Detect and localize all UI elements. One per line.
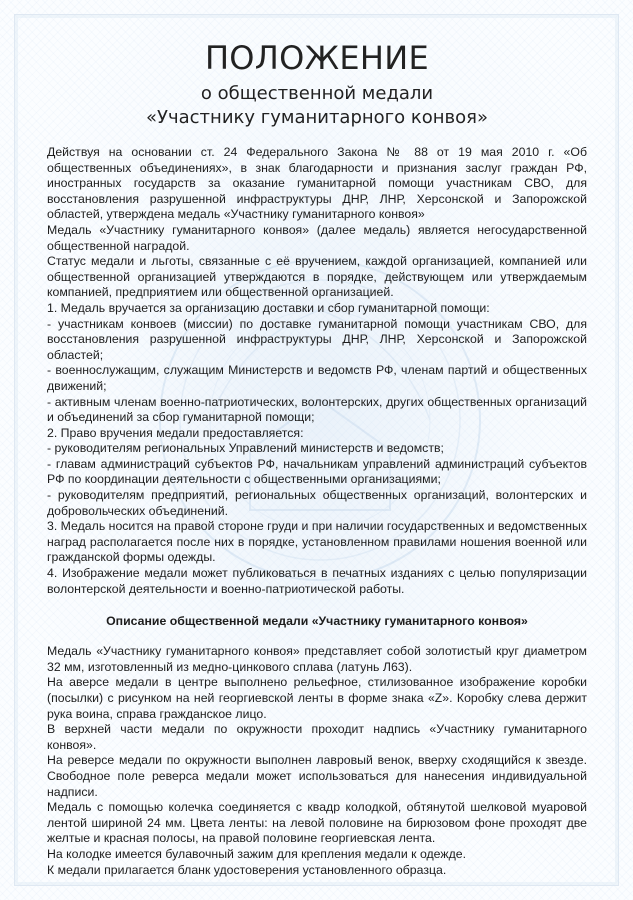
regulation-body: [47, 145, 587, 597]
document-subtitle: [47, 82, 587, 130]
description-paragraph: На аверсе медали в центре выполнено рельефное, стилизованное изображение коробки (посылки) с рисунком на ней георгиевской ленты в форме знака «Z». Коробку слева держит рука воина, справа гражданское лицо.: [47, 675, 587, 721]
regulation-paragraph: - активным членам военно-патриотических, волонтерских, других общественных организаций и объединений за сбор гуманитарной помощи;: [47, 394, 587, 425]
regulation-paragraph: 2. Право вручения медали предоставляется:: [47, 425, 304, 440]
regulation-paragraph: Действуя на основании ст. 24 Федерального Закона № 88 от 19 мая 2010 г. «Об общественных объединениях», в знак благодарности и признания заслуг граждан РФ, иностранных государств за оказание гуманитарной помощи участникам СВО, для восстановления разрушенной инфраструктуры ДНР, ЛНР, Херсонской и Запорожской областей, утверждена медаль «Участнику гуманитарного конвоя»: [47, 145, 587, 222]
regulation-paragraph: - руководителям предприятий, региональных общественных организаций, волонтерских и добровольческих объединений.: [47, 488, 587, 518]
description-paragraph: Медаль с помощью колечка соединяется с квадр колодкой, обтянутой шелковой муаровой лентой шириной 24 мм. Цвета ленты: на левой половине на бирюзовом фоне проходят две желтые и красная полосы, на правой половине георгиевская лента.: [47, 800, 587, 846]
regulation-paragraph: - участникам конвоев (миссии) по доставке гуманитарной помощи участникам СВО, для восстановления разрушенной инфраструктуры ДНР, ЛНР, Херсонской и Запорожской областей;: [47, 316, 587, 362]
regulation-paragraph: 3. Медаль носится на правой стороне груди и при наличии государственных и ведомственных наград располагается после них в порядке, установленном правилами ношения военной или гражданской формы одежды.: [47, 519, 587, 565]
description-paragraph: Медаль «Участнику гуманитарного конвоя» представляет собой золотистый круг диаметром 32 мм, изготовленный из медно-цинкового сплава (латунь Л63).: [47, 644, 587, 674]
document-content: [47, 38, 587, 878]
regulation-paragraph: 4. Изображение медали может публиковаться в печатных изданиях с целью популяризации волонтерской деятельности и военно-патриотической работы.: [47, 566, 587, 596]
regulation-paragraph: Статус медали и льготы, связанные с её вручением, каждой организацией, компанией или общественной организацией утверждаются в порядке, действующем или утверждаемым компанией, предприятием или общественной организацией.: [47, 254, 587, 300]
description-paragraph: На колодке имеется булавочный зажим для крепления медали к одежде.: [47, 846, 467, 861]
description-paragraph: К медали прилагается бланк удостоверения установленного образца.: [47, 862, 447, 877]
description-heading: Описание общественной медали «Участнику гуманитарного конвоя»: [106, 614, 528, 629]
subtitle-line-2: «Участнику гуманитарного конвоя»: [146, 107, 488, 128]
description-paragraph: На реверсе медали по окружности выполнен лавровый венок, вверху сходящийся к звезде. Свободное поле реверса медали может использоваться для нанесения индивидуальной надписи.: [47, 753, 587, 799]
regulation-paragraph: - военнослужащим, служащим Министерств и ведомств РФ, членам партий и общественных движений;: [47, 363, 587, 393]
regulation-paragraph: - главам администраций субъектов РФ, начальникам управлений администраций субъектов РФ по координации деятельности с общественными организациями;: [47, 456, 587, 487]
regulation-paragraph: Медаль «Участнику гуманитарного конвоя» (далее медаль) является негосударственной общественной наградой.: [47, 222, 587, 253]
subtitle-line-1: о общественной медали: [200, 83, 434, 104]
regulation-paragraph: 1. Медаль вручается за организацию доставки и сбор гуманитарной помощи:: [47, 300, 490, 315]
description-paragraph: В верхней части медали по окружности проходит надпись «Участнику гуманитарного конвоя».: [47, 722, 587, 752]
regulation-paragraph: - руководителям региональных Управлений министерств и ведомств;: [47, 441, 444, 456]
document-title: ПОЛОЖЕНИЕ: [204, 39, 430, 77]
description-body: [47, 644, 587, 878]
